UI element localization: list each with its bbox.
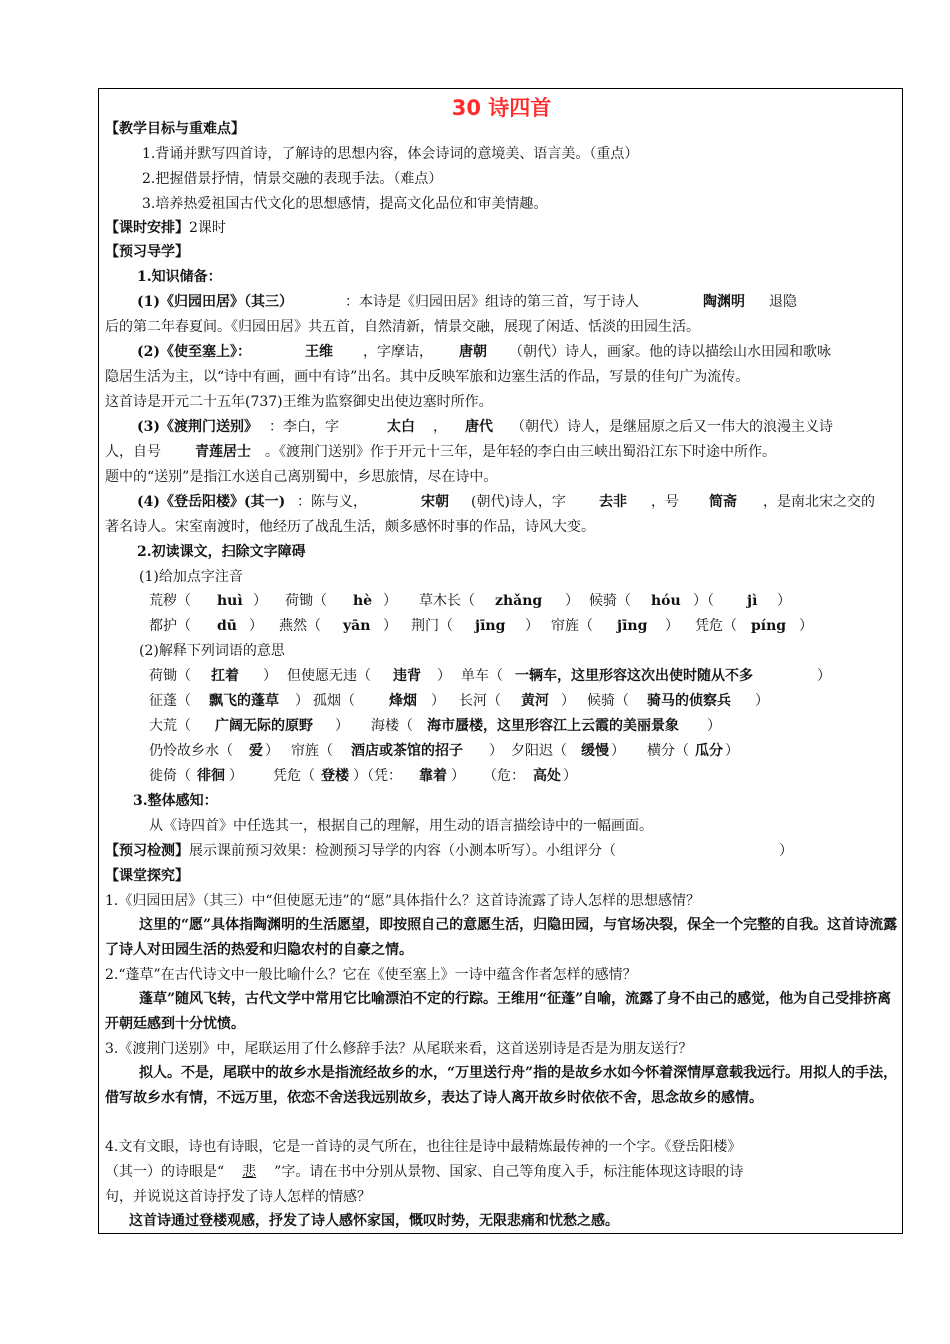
term: 长河（ bbox=[459, 693, 501, 709]
pinyin: dū bbox=[217, 618, 237, 634]
paren: ） bbox=[561, 693, 575, 709]
check-heading: 【预习检测】 bbox=[105, 843, 189, 859]
word: 荷锄（ bbox=[285, 593, 327, 609]
text: 后的第二年春夏间。《归园田居》共五首，自然清新，情景交融，展现了闲适、恬淡的田园生活。 bbox=[105, 319, 700, 335]
paren: ） bbox=[265, 743, 279, 759]
term: 海楼（ bbox=[371, 718, 413, 734]
answer-text: 这首诗通过登楼观感，抒发了诗人感怀家国，慨叹时势，无限悲痛和忧愁之感。 bbox=[129, 1213, 619, 1229]
goal-item-text: 1.背诵并默写四首诗，了解诗的思想内容，体会诗词的意境美、语言美。（重点） bbox=[142, 146, 639, 162]
term: 徙倚（ bbox=[149, 768, 191, 784]
vocab-heading: (2)解释下列词语的意思 bbox=[139, 643, 285, 659]
poem-label: (3)《渡荆门送别》 bbox=[137, 419, 258, 435]
text: （朝代）诗人，画家。他的诗以描绘山水田园和歌咏 bbox=[509, 344, 831, 360]
paren: ） bbox=[383, 593, 397, 609]
question-text: 4.文有文眼，诗也有诗眼，它是一首诗的灵气所在，也往往是诗中最精炼最传神的一个字。《登岳阳楼》 bbox=[105, 1139, 742, 1155]
meaning: 一辆车，这里形容这次出使时随从不多 bbox=[515, 668, 753, 684]
word: 草木长（ bbox=[419, 593, 475, 609]
meaning: 扛着 bbox=[211, 668, 239, 684]
answer-1: 这里的“愿”具体指陶渊明的生活愿望，即按照自己的意愿生活，归隐田园，与官场决裂，保全一个完整的自我。这首诗流露了诗人对田园生活的热爱和归隐农村的自豪之情。 bbox=[105, 917, 898, 958]
overall-text: 从《诗四首》中任选其一，根据自己的理解，用生动的语言描绘诗中的一幅画面。 bbox=[149, 818, 653, 834]
pinyin: jīng bbox=[475, 618, 506, 634]
term: 凭危（ bbox=[273, 768, 315, 784]
term: 仍怜故乡水（ bbox=[149, 743, 233, 759]
paren: ） bbox=[665, 618, 679, 634]
paren: ） bbox=[431, 693, 445, 709]
meaning: 骑马的侦察兵 bbox=[647, 693, 731, 709]
paren: ） bbox=[249, 618, 263, 634]
meaning: 飘飞的蓬草 bbox=[209, 693, 279, 709]
question-text: ”字。请在书中分别从景物、国家、自己等角度入手，标注能体现这诗眼的诗 bbox=[274, 1164, 744, 1180]
text: (朝代)诗人，字 bbox=[471, 494, 566, 510]
answer: 王维 bbox=[305, 344, 333, 360]
schedule-value: 2课时 bbox=[189, 220, 226, 236]
word: 荆门（ bbox=[411, 618, 453, 634]
paren: ） bbox=[525, 618, 539, 634]
pinyin: yān bbox=[343, 618, 371, 634]
question-text: 2.“蓬草”在古代诗文中一般比喻什么？它在《使至塞上》一诗中蕴含作者怎样的感情？ bbox=[105, 967, 637, 983]
text: ：李白，字 bbox=[269, 419, 339, 435]
paren: ） bbox=[383, 618, 397, 634]
term: （危： bbox=[483, 768, 525, 784]
question-text: 句，并说说这首诗抒发了诗人怎样的情感？ bbox=[105, 1189, 371, 1205]
paren: ） bbox=[263, 668, 277, 684]
meaning: 烽烟 bbox=[389, 693, 417, 709]
word: 荒秽（ bbox=[149, 593, 191, 609]
meaning: 黄河 bbox=[521, 693, 549, 709]
answer: 去非 bbox=[599, 494, 627, 510]
term: 孤烟（ bbox=[313, 693, 355, 709]
word: 候骑（ bbox=[589, 593, 631, 609]
text: ：陈与义， bbox=[297, 494, 367, 510]
text: 。《渡荆门送别》作于开元十三年，是年轻的李白由三峡出蜀沿江东下时途中所作。 bbox=[265, 444, 776, 460]
worksheet-frame bbox=[98, 88, 903, 1234]
question-text: 3.《渡荆门送别》中，尾联运用了什么修辞手法？从尾联来看，这首送别诗是否是为朋友送行？ bbox=[105, 1041, 693, 1057]
meaning: 广阔无际的原野 bbox=[215, 718, 313, 734]
check-paren: ） bbox=[779, 843, 793, 859]
meaning: 徘徊 bbox=[197, 768, 225, 784]
answer: 唐代 bbox=[465, 419, 493, 435]
knowledge-heading: 1.知识储备： bbox=[137, 269, 222, 285]
paren: ） bbox=[229, 768, 243, 784]
paren: ）（ bbox=[693, 593, 714, 609]
meaning: 瓜分 bbox=[695, 743, 723, 759]
text: ：本诗是《归园田居》组诗的第三首，写于诗人 bbox=[345, 294, 639, 310]
answer: 青莲居士 bbox=[195, 444, 251, 460]
paren: ） bbox=[707, 718, 721, 734]
text: ，是南北宋之交的 bbox=[763, 494, 875, 510]
goals-heading: 【教学目标与重难点】 bbox=[105, 121, 245, 137]
poem-label: (4)《登岳阳楼》(其一) bbox=[137, 494, 286, 510]
paren: ） bbox=[253, 593, 267, 609]
pinyin: zhǎng bbox=[495, 593, 543, 609]
term: 帘旌（ bbox=[291, 743, 333, 759]
pinyin: píng bbox=[751, 618, 787, 634]
paren: ） bbox=[799, 618, 813, 634]
term: 但使愿无违（ bbox=[287, 668, 371, 684]
paren: ） bbox=[565, 593, 579, 609]
paren: ） bbox=[725, 743, 739, 759]
preview-heading: 【预习导学】 bbox=[105, 244, 189, 260]
pinyin: huì bbox=[217, 593, 243, 609]
meaning: 酒店或茶馆的招子 bbox=[351, 743, 463, 759]
term: 横分（ bbox=[647, 743, 689, 759]
term: 候骑（ bbox=[587, 693, 629, 709]
word: 凭危（ bbox=[695, 618, 737, 634]
question-text: 1.《归园田居》（其三）中“但使愿无违”的“愿”具体指什么？这首诗流露了诗人怎样的思想感情？ bbox=[105, 893, 700, 909]
term: 征蓬（ bbox=[149, 693, 191, 709]
answer: 唐朝 bbox=[459, 344, 487, 360]
answer: 陶渊明 bbox=[703, 294, 745, 310]
text: （朝代）诗人，是继屈原之后又一伟大的浪漫主义诗 bbox=[511, 419, 833, 435]
pinyin: jīng bbox=[617, 618, 648, 634]
meaning: 登楼 bbox=[321, 768, 349, 784]
paren: ） bbox=[611, 743, 625, 759]
term: 大荒（ bbox=[149, 718, 191, 734]
text: ，号 bbox=[651, 494, 679, 510]
text: 题中的“送别”是指江水送自己离别蜀中，乡思旅情，尽在诗中。 bbox=[105, 469, 498, 485]
text: ，字摩诘， bbox=[363, 344, 433, 360]
paren: ） bbox=[335, 718, 349, 734]
answer: 太白 bbox=[387, 419, 415, 435]
schedule-heading: 【课时安排】 bbox=[105, 220, 189, 236]
meaning: 违背 bbox=[393, 668, 421, 684]
meaning: 高处 bbox=[533, 768, 561, 784]
paren: ） bbox=[817, 668, 831, 684]
paren: ）（凭： bbox=[353, 768, 402, 784]
meaning: 爱 bbox=[249, 743, 263, 759]
text: 著名诗人。宋室南渡时，他经历了战乱生活，颇多感怀时事的作品，诗风大变。 bbox=[105, 519, 595, 535]
poem-label: (1)《归园田居》（其三） bbox=[137, 294, 293, 310]
term: 夕阳迟（ bbox=[511, 743, 567, 759]
term: 单车（ bbox=[461, 668, 503, 684]
page-title: 30 诗四首 bbox=[451, 96, 552, 120]
paren: ） bbox=[489, 743, 503, 759]
paren: ） bbox=[295, 693, 309, 709]
answer-2: 蓬草”随风飞转，古代文学中常用它比喻漂泊不定的行踪。王维用“征蓬”自喻，流露了身不由己的感觉，他为自己受排挤离开朝廷感到十分忧愤。 bbox=[105, 991, 892, 1032]
text: ， bbox=[433, 419, 447, 435]
text: 这首诗是开元二十五年(737)王维为监察御史出使边塞时所作。 bbox=[105, 394, 493, 410]
word: 燕然（ bbox=[279, 618, 321, 634]
term: 荷锄（ bbox=[149, 668, 191, 684]
check-text: 展示课前预习效果：检测预习导学的内容（小测本听写）。小组评分（ bbox=[189, 843, 616, 859]
paren: ） bbox=[451, 768, 465, 784]
meaning: 靠着 bbox=[419, 768, 447, 784]
poem-label: (2)《使至塞上》： bbox=[137, 344, 251, 360]
goal-item-text: 2.把握借景抒情，情景交融的表现手法。（难点） bbox=[142, 171, 443, 187]
paren: ） bbox=[437, 668, 451, 684]
poem-eye-blank: 悲 bbox=[242, 1164, 257, 1180]
pinyin: hóu bbox=[651, 593, 681, 609]
question-text: （其一）的诗眼是“ bbox=[105, 1164, 225, 1180]
answer: 宋朝 bbox=[421, 494, 449, 510]
goal-item-text: 3.培养热爱祖国古代文化的思想感情，提高文化品位和审美情趣。 bbox=[142, 196, 548, 212]
word: 帘旌（ bbox=[551, 618, 593, 634]
answer: 简斋 bbox=[709, 494, 737, 510]
paren: ） bbox=[755, 693, 769, 709]
overall-heading: 3.整体感知： bbox=[133, 793, 218, 809]
pinyin: jì bbox=[747, 593, 758, 609]
answer-3: 拟人。不是，尾联中的故乡水是指流经故乡的水，“万里送行舟”指的是故乡水如今怀着深情厚意载我远行。用拟人的手法，借写故乡水有情，不远万里，依恋不舍送我远别故乡，表达了诗人离开故乡时依依不舍，思念故乡的感情。 bbox=[105, 1065, 898, 1106]
reading-heading: 2.初读课文，扫除文字障碍 bbox=[137, 544, 306, 560]
paren: ） bbox=[563, 768, 577, 784]
word: 都护（ bbox=[149, 618, 191, 634]
text: 隐居生活为主，以“诗中有画，画中有诗”出名。其中反映军旅和边塞生活的作品，写景的佳句广为流传。 bbox=[105, 369, 750, 385]
paren: ） bbox=[777, 593, 791, 609]
meaning: 缓慢 bbox=[581, 743, 609, 759]
pinyin: hè bbox=[353, 593, 373, 609]
pinyin-heading: (1)给加点字注音 bbox=[139, 569, 243, 585]
text: 人，自号 bbox=[105, 444, 161, 460]
explore-heading: 【课堂探究】 bbox=[105, 868, 189, 884]
text: 退隐 bbox=[769, 294, 797, 310]
meaning: 海市蜃楼，这里形容江上云霞的美丽景象 bbox=[427, 718, 679, 734]
